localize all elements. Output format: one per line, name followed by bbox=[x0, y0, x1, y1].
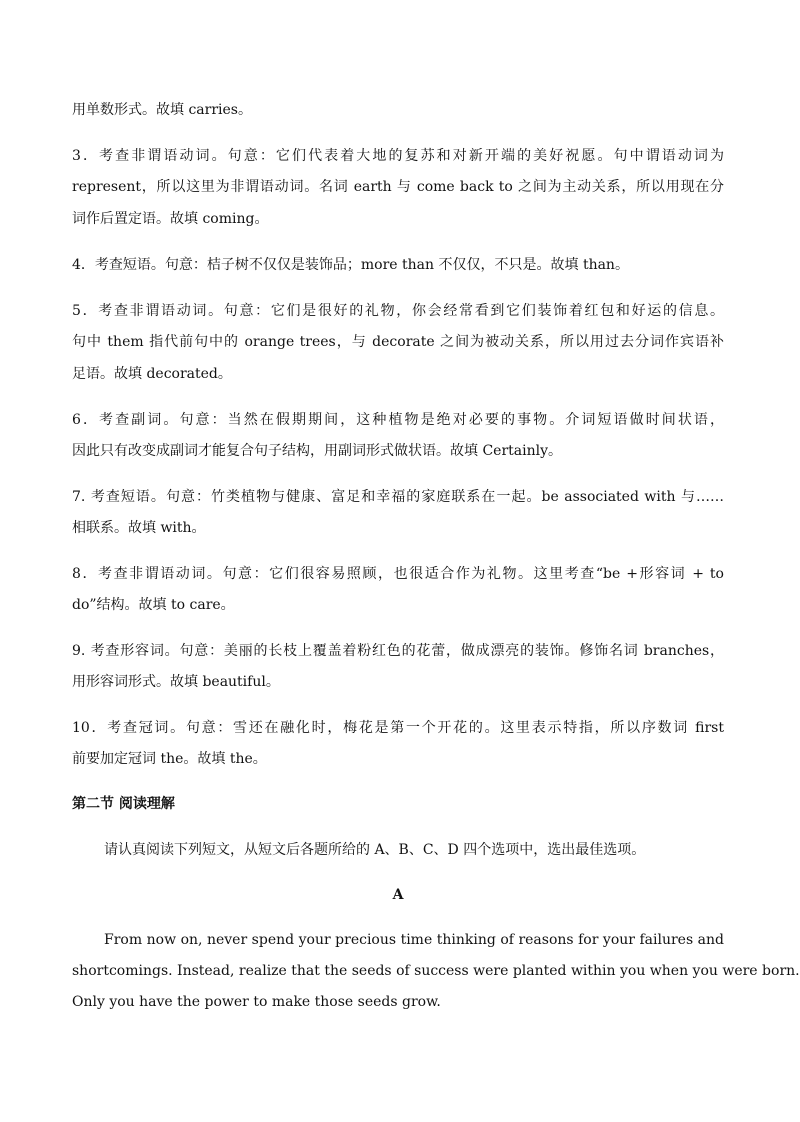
answer-2-tail: 用单数形式。故填 carries。 bbox=[72, 102, 252, 118]
passage-line-1: From now on, never spend your precious time thinking of reasons for your failures and bbox=[104, 932, 724, 948]
answer-6-line-1: 6．考查副词。句意：当然在假期期间，这种植物是绝对必要的事物。介词短语做时间状语， bbox=[72, 412, 724, 428]
answer-6-line-2: 因此只有改变成副词才能复合句子结构，用副词形式做状语。故填 Certainly。 bbox=[72, 443, 562, 459]
answer-8-line-1: 8．考查非谓语动词。句意：它们很容易照顾，也很适合作为礼物。这里考查“be +形容词 + to bbox=[72, 566, 724, 582]
section-title: 第二节 阅读理解 bbox=[72, 796, 175, 812]
answer-7-line-2: 相联系。故填 with。 bbox=[72, 520, 206, 536]
answer-10-line-2: 前要加定冠词 the。故填 the。 bbox=[72, 751, 267, 767]
answer-7-line-1: 7. 考查短语。句意：竹类植物与健康、富足和幸福的家庭联系在一起。be associated with 与…… bbox=[72, 489, 724, 505]
answer-3-line-2: represent，所以这里为非谓语动词。名词 earth 与 come back to 之间为主动关系，所以用现在分 bbox=[72, 179, 724, 195]
passage-line-2: shortcomings. Instead, realize that the seeds of success were planted within you when you were born. bbox=[72, 963, 800, 979]
answer-9-line-2: 用形容词形式。故填 beautiful。 bbox=[72, 674, 280, 690]
answer-4-line-1: 4．考查短语。句意：桔子树不仅仅是装饰品；more than 不仅仅，不只是。故填 than。 bbox=[72, 257, 629, 273]
answer-9-line-1: 9. 考查形容词。句意：美丽的长枝上覆盖着粉红色的花蕾，做成漂亮的装饰。修饰名词 branches， bbox=[72, 643, 724, 659]
answer-3-line-3: 词作后置定语。故填 coming。 bbox=[72, 211, 269, 227]
passage-label: A bbox=[392, 887, 404, 903]
section-instruction: 请认真阅读下列短文，从短文后各题所给的 A、B、C、D 四个选项中，选出最佳选项。 bbox=[104, 842, 646, 858]
answer-5-line-1: 5．考查非谓语动词。句意：它们是很好的礼物，你会经常看到它们装饰着红包和好运的信息。 bbox=[72, 303, 724, 319]
passage-line-3: Only you have the power to make those seeds grow. bbox=[72, 994, 441, 1010]
answer-5-line-2: 句中 them 指代前句中的 orange trees，与 decorate 之间为被动关系，所以用过去分词作宾语补 bbox=[72, 334, 724, 350]
answer-8-line-2: do”结构。故填 to care。 bbox=[72, 597, 235, 613]
answer-3-line-1: 3．考查非谓语动词。句意：它们代表着大地的复苏和对新开端的美好祝愿。句中谓语动词为 bbox=[72, 148, 724, 164]
answer-10-line-1: 10．考查冠词。句意：雪还在融化时，梅花是第一个开花的。这里表示特指，所以序数词 first bbox=[72, 720, 724, 736]
answer-5-line-3: 足语。故填 decorated。 bbox=[72, 366, 232, 382]
